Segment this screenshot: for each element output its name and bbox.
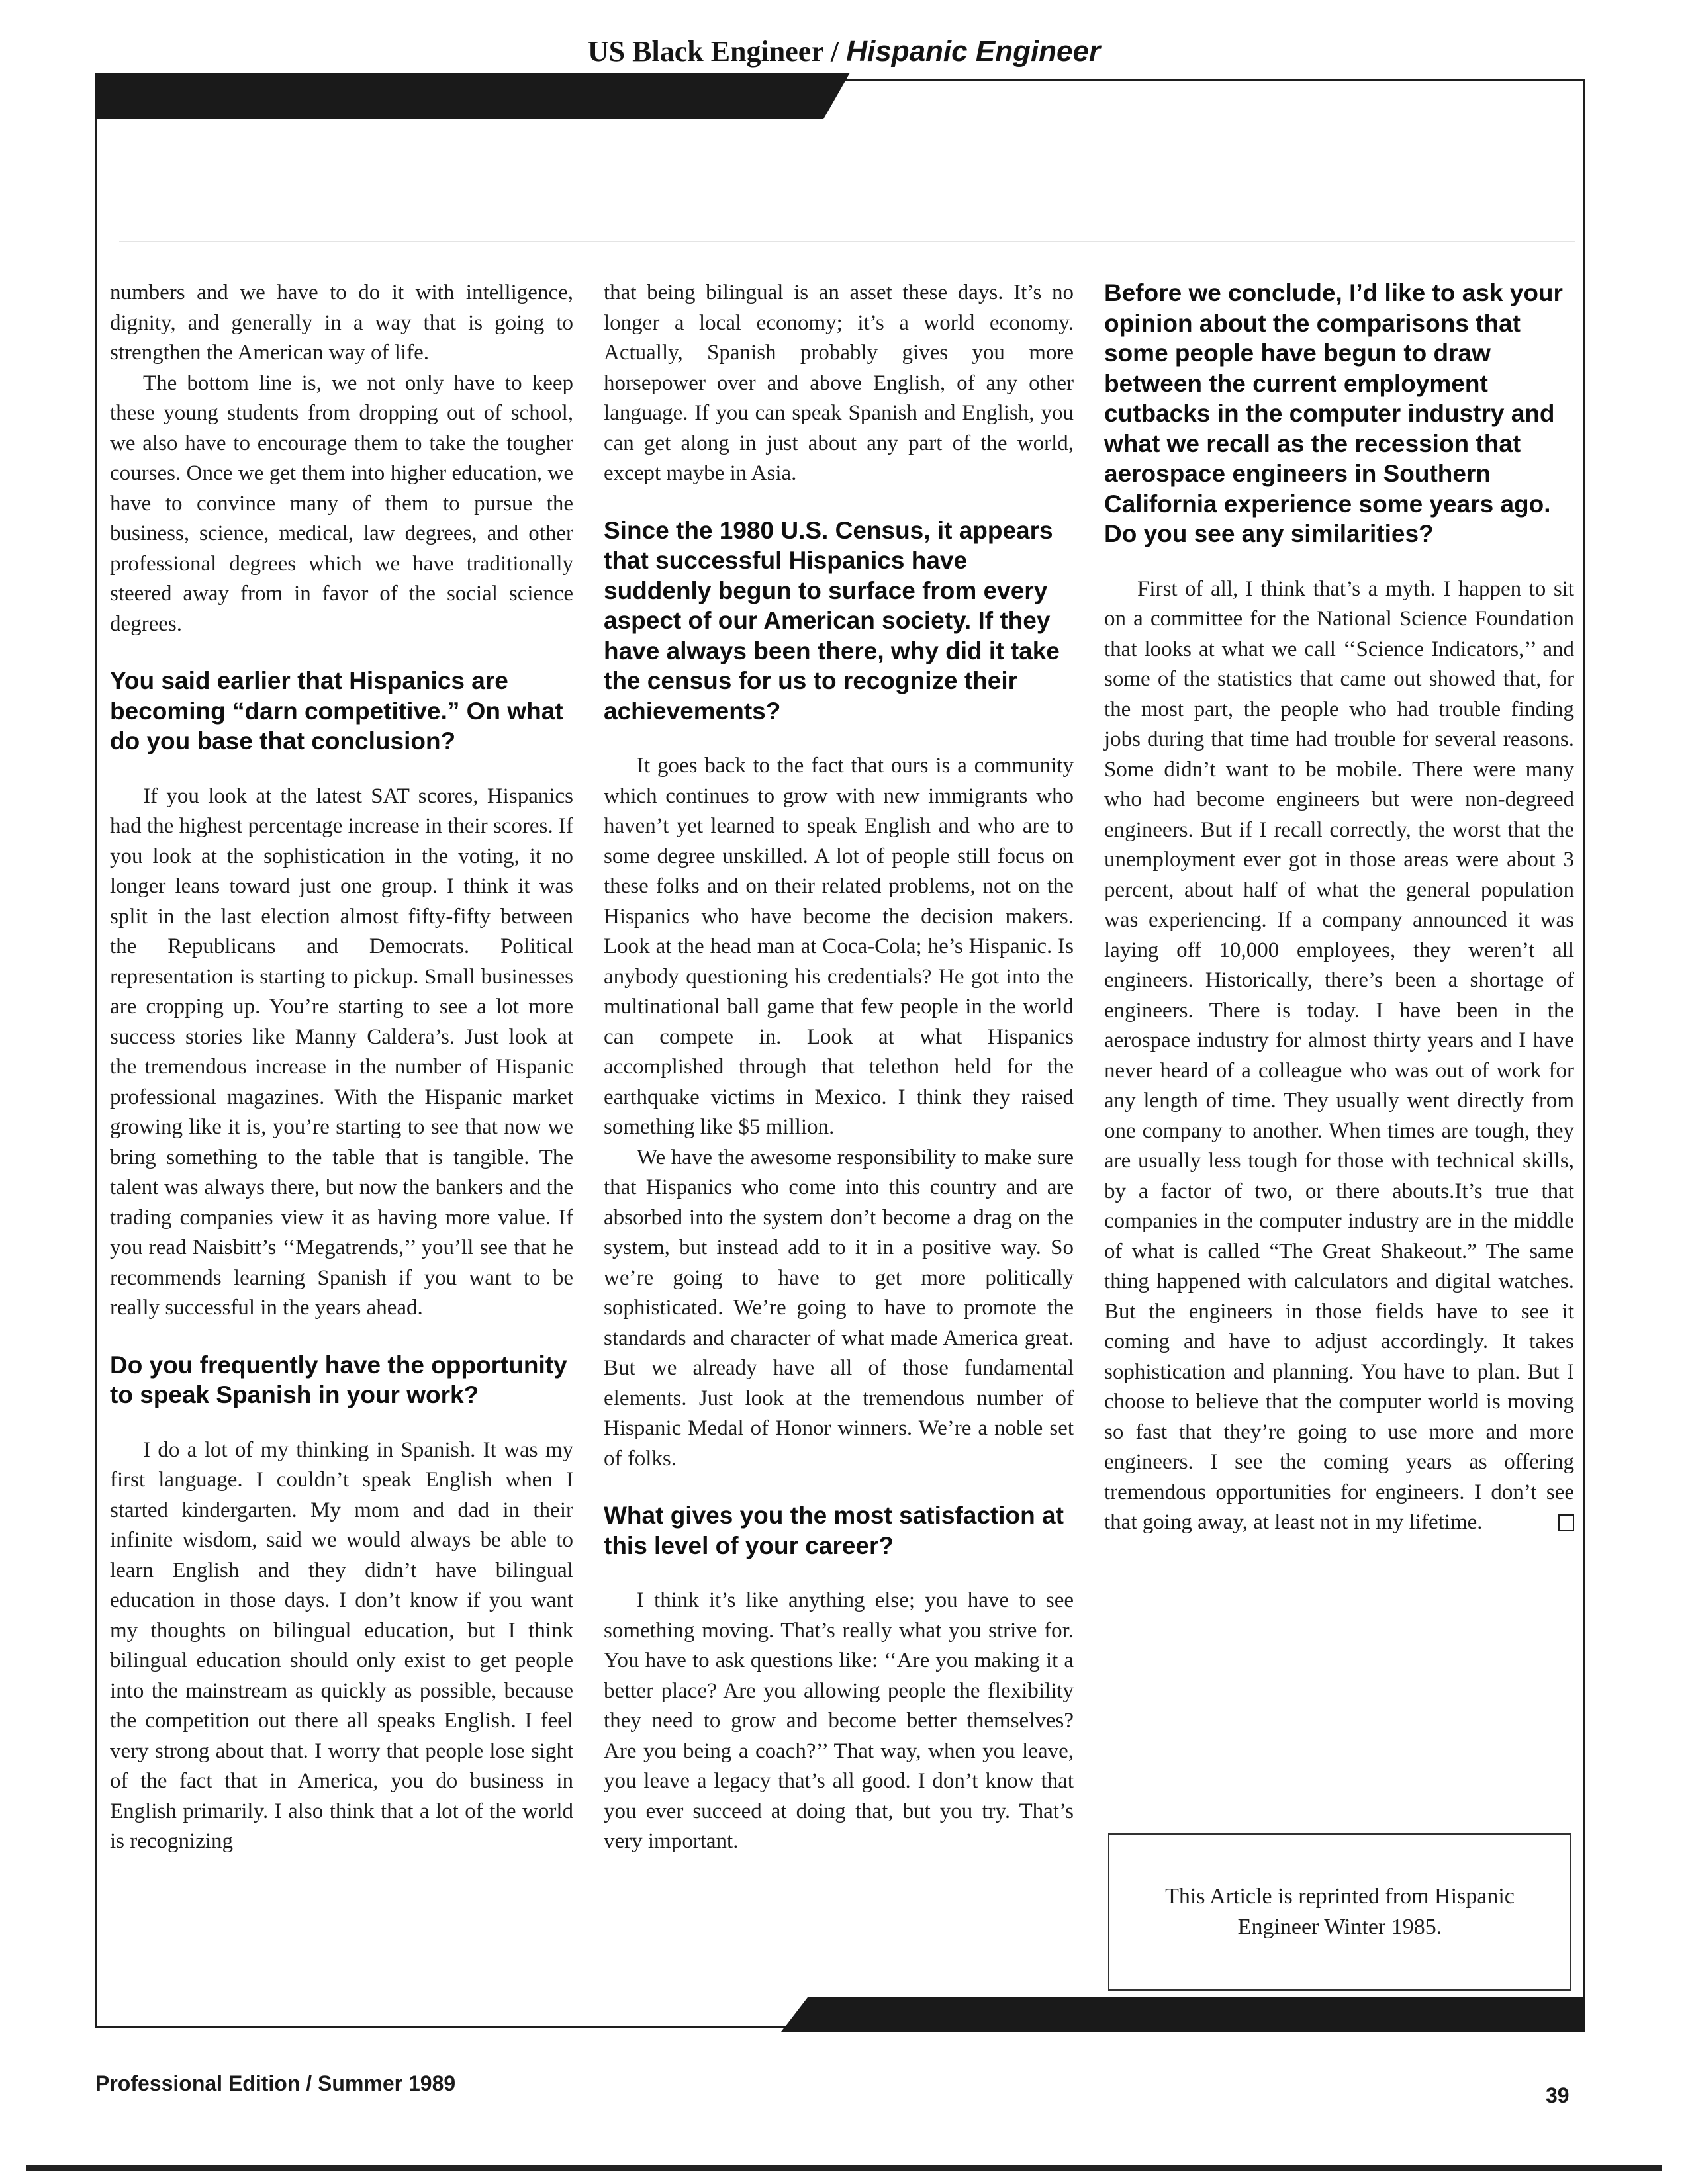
col1-paragraph-3: If you look at the latest SAT scores, Hispanics had the highest percentage increase in their scores. If you look at the sophistication in the voting, it no longer leans toward just one group. I think it was split in the last election almost fifty-fifty between the Republicans and Democrats. Political representation is starting to pickup. Small businesses are cropping up. You’re starting to see a lot more success stories like Manny Caldera’s. Just look at the tremendous increase in the number of Hispanic professional magazines. With the Hispanic market growing like it is, you’re starting to see that now we bring something to the table that is tangible. The talent was always there, but now the bankers and the trading companies view it as having more value. If you read Naisbitt’s ‘‘Megatrends,’’ you’ll see that he recommends learning Spanish if you want to be really successful in the years ahead.: [110, 784, 573, 1320]
col2-paragraph-4: I think it’s like anything else; you have to see something moving. That’s really what you strive for. You have to ask questions like: ‘‘Are you making it a better place? Are you allowing people the flexibility they need to grow and become better themselves? Are you being a coach?’’ That way, when you leave, you leave a legacy that’s all good. I don’t know that you ever succeed at doing that, but you try. That’s very important.: [604, 1588, 1074, 1853]
footer-edition: Professional Edition / Summer 1989: [95, 2071, 456, 2095]
col1-paragraph-2: The bottom line is, we not only have to keep these young students from dropping out of school, we also have to encourage them to take the tougher courses. Once we get them into higher education, we have to convince many of them to pursue the business, science, medical, law degrees, and other professional degrees which we have traditionally steered away from in favor of the social science degrees.: [110, 371, 573, 636]
column-2: [604, 278, 1074, 1857]
col2-question-1: Since the 1980 U.S. Census, it appears that successful Hispanics have suddenly begun to surface from every aspect of our American society. If they have always been there, why did it take the census for us to recognize their achievements?: [604, 516, 1060, 725]
top-black-banner: [95, 73, 850, 119]
col1-question-2: Do you frequently have the opportunity to speak Spanish in your work?: [110, 1351, 567, 1408]
col3-paragraph-1: [1104, 574, 1574, 1538]
reprint-note-text: This Article is reprinted from Hispanic Engineer Winter 1985.: [1165, 1884, 1515, 1939]
column-3: [1104, 278, 1574, 1538]
col1-paragraph-4: I do a lot of my thinking in Spanish. It was my first language. I couldn’t speak English when I started kindergarten. My mom and dad in their infinite wisdom, said we would always be able to learn English and they didn’t have bilingual education in those days. I don’t know if you want my thoughts on bilingual education, but I think bilingual education should only exist to get people into the mainstream as quickly as possible, because the competition out there all speaks English. I feel very strong about that. I worry that people lose sight of the fact that in America, you do business in English primarily. I also think that a lot of the world is recognizing: [110, 1437, 573, 1853]
page-number: 39: [1546, 2083, 1570, 2107]
column-1: [110, 278, 573, 1857]
masthead: [0, 32, 1688, 71]
col1-paragraph-1: numbers and we have to do it with intelligence, dignity, and generally in a way that is going to strengthen the American way of life.: [110, 281, 573, 365]
page-bottom-rule: [26, 2165, 1662, 2171]
col1-question-1: You said earlier that Hispanics are becoming “darn competitive.” On what do you base that conclusion?: [110, 667, 563, 754]
masthead-title-black-engineer: US Black Engineer /: [587, 35, 839, 68]
col2-question-2: What gives you the most satisfaction at this level of your career?: [604, 1502, 1064, 1559]
reprint-note-box: [1108, 1833, 1571, 1991]
end-of-article-square-icon: [1558, 1514, 1574, 1531]
col3-question-1: Before we conclude, I’d like to ask your opinion about the comparisons that some people have begun to draw between the current employment cutbacks in the computer industry and what we recall as the recession that aerospace engineers in Southern California experience some years ago. Do you see any similarities?: [1104, 279, 1563, 547]
col3-paragraph-1-text: First of all, I think that’s a myth. I happen to sit on a committee for the National Science Foundation that looks at what we call ‘‘Science Indicators,’’ and some of the statistics that came out showed that, for the most part, the people who had trouble finding jobs during that time had trouble for several reasons. Some didn’t want to be mobile. There were many who had become engineers but were non-degreed engineers. But if I recall correctly, the worst that the unemployment ever got in those areas were about 3 percent, about half of what the general population was experiencing. If a company announced it was laying off 10,000 employees, they weren’t all engineers. Historically, there’s been a shortage of engineers. There is today. I have been in the aerospace industry for almost thirty years and I have never heard of a colleague who was out of work for any length of time. They usually went directly from one company to another. When times are tough, they are usually less tough for those with technical skills, by a factor of two, or there abouts.It’s true that companies in the computer industry are in the middle of what is called “The Great Shakeout.” The same thing happened with calculators and digital watches. But the engineers in those fields have to see it coming and have to adjust accordingly. It takes sophistication and planning. You have to plan. But I choose to believe that the computer world is moving so fast that they’re going to use more and more engineers. I see the coming years as offering tremendous opportunities for engineers. I don’t see that going away, at least not in my lifetime.: [1104, 576, 1574, 1534]
col2-paragraph-1: that being bilingual is an asset these days. It’s no longer a local economy; it’s a world economy. Actually, Spanish probably gives you more horsepower over and above English, of any other language. If you can speak Spanish and English, you can get along in just about any part of the world, except maybe in Asia.: [604, 281, 1074, 485]
bottom-black-banner: [781, 1997, 1585, 2032]
col2-paragraph-2: It goes back to the fact that ours is a community which continues to grow with new immigrants who haven’t yet learned to speak English and who are to some degree unskilled. A lot of people still focus on these folks and on their related problems, not on the Hispanics who have become the decision makers. Look at the head man at Coca-Cola; he’s Hispanic. Is anybody questioning his credentials? He got into the multinational ball game that few people in the world can compete in. Look at what Hispanics accomplished through that telethon held for the earthquake victims in Mexico. I think they raised something like $5 million.: [604, 754, 1074, 1139]
col2-paragraph-3: We have the awesome responsibility to make sure that Hispanics who come into this country and are absorbed into the system don’t become a drag on the system, but instead add to it in a positive way. So we’re going to have to get more politically sophisticated. We’re going to have to promote the standards and character of what made America great. But we already have all of those fundamental elements. Just look at the tremendous number of Hispanic Medal of Honor winners. We’re a noble set of folks.: [604, 1145, 1074, 1471]
masthead-title-hispanic-engineer: Hispanic Engineer: [846, 35, 1101, 68]
header-divider: [119, 241, 1575, 242]
